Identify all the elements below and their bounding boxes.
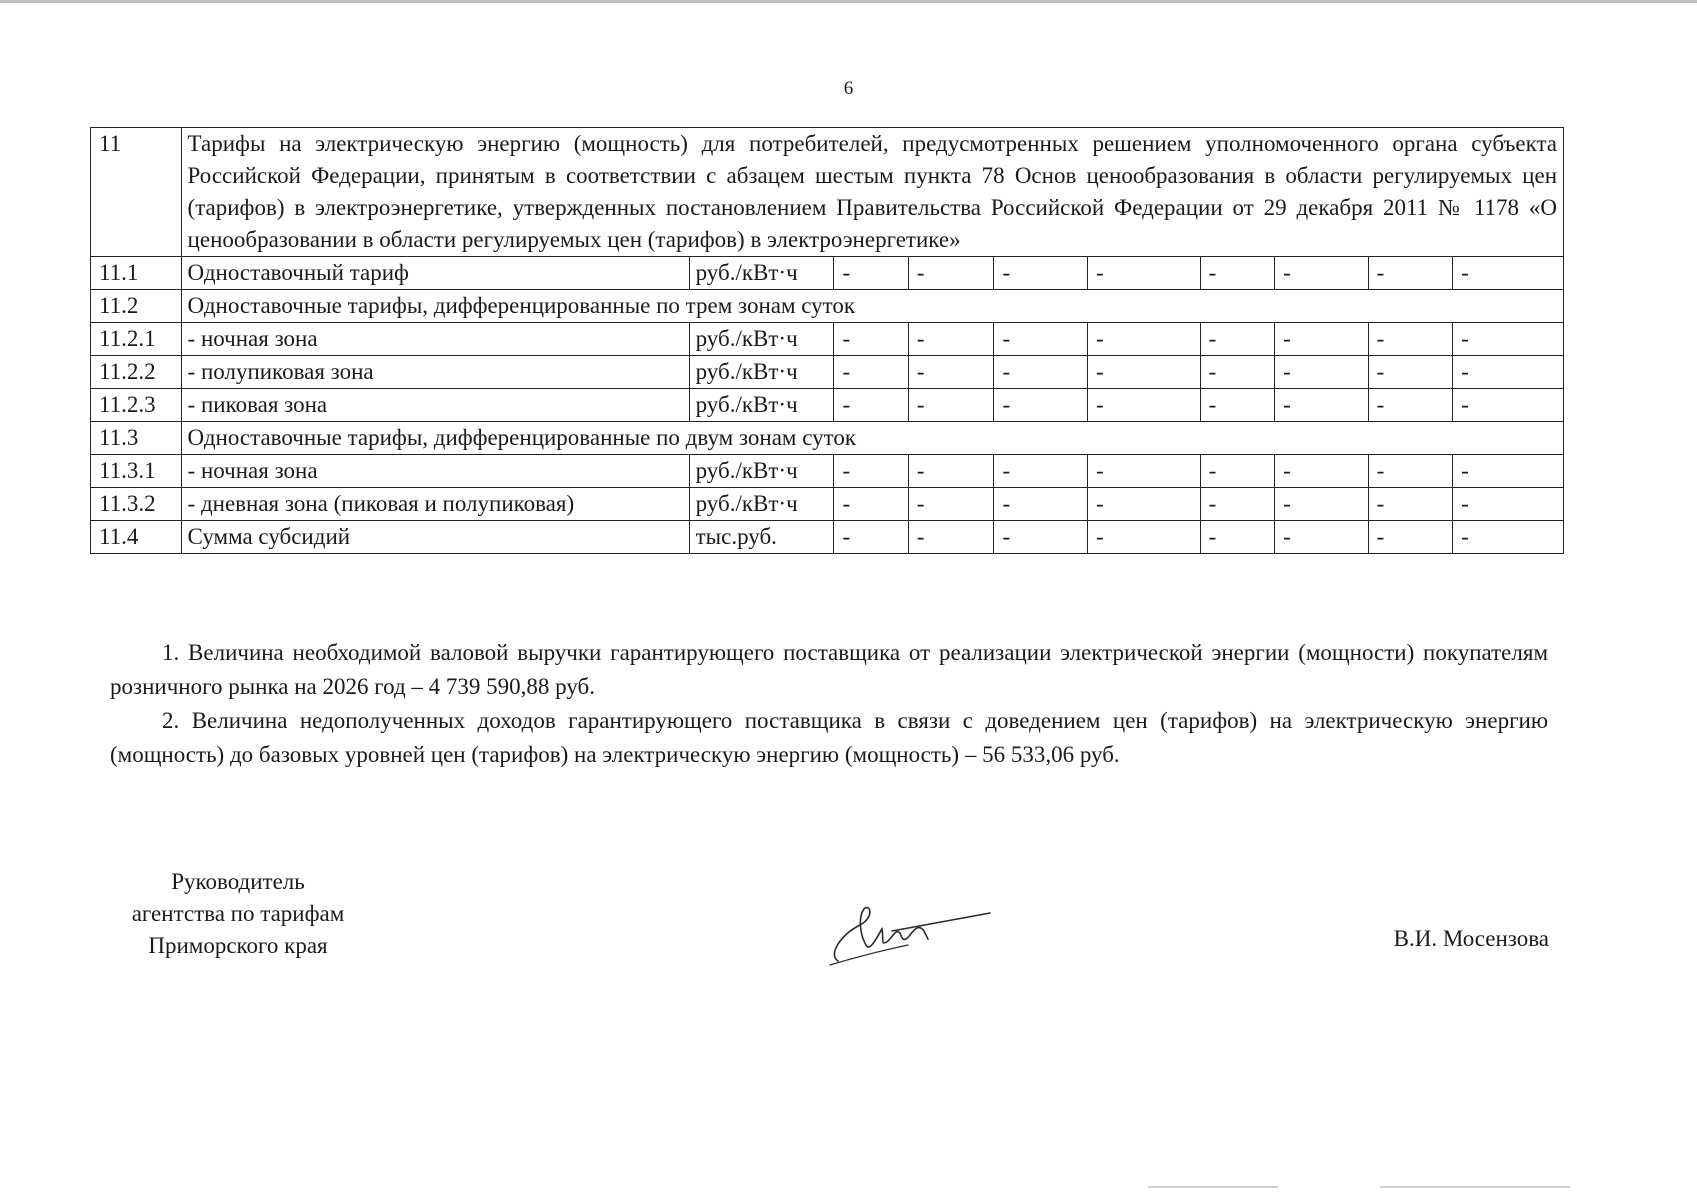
value-cell: - bbox=[994, 455, 1088, 488]
value-cell: - bbox=[994, 257, 1088, 290]
value-cell: - bbox=[1275, 521, 1369, 554]
row-number: 11.2.2 bbox=[91, 356, 182, 389]
value-cell: - bbox=[994, 356, 1088, 389]
row-label: - дневная зона (пиковая и полупиковая) bbox=[181, 488, 689, 521]
row-unit: руб./кВт·ч bbox=[689, 356, 834, 389]
row-unit: руб./кВт·ч bbox=[689, 488, 834, 521]
value-cell: - bbox=[1275, 389, 1369, 422]
row-number: 11.3.2 bbox=[91, 488, 182, 521]
value-cell: - bbox=[1453, 488, 1564, 521]
row-label: - пиковая зона bbox=[181, 389, 689, 422]
value-cell: - bbox=[994, 389, 1088, 422]
note-item: 1. Величина необходимой валовой выручки гарантирующего поставщика от реализации электрической энергии (мощности) покупателям розничного рынка на 2026 год – 4 739 590,88 руб. bbox=[110, 640, 1548, 699]
signer-position-line: Руководитель bbox=[171, 869, 305, 894]
tariff-table bbox=[90, 127, 1564, 554]
value-cell: - bbox=[1368, 521, 1453, 554]
value-cell: - bbox=[834, 356, 908, 389]
value-cell: - bbox=[1088, 389, 1201, 422]
signer-name: В.И. Мосензова bbox=[1393, 926, 1549, 951]
value-cell: - bbox=[834, 323, 908, 356]
value-cell: - bbox=[834, 389, 908, 422]
value-cell: - bbox=[834, 455, 908, 488]
value-cell: - bbox=[834, 257, 908, 290]
signer-position-line: агентства по тарифам bbox=[131, 901, 345, 926]
value-cell: - bbox=[1275, 257, 1369, 290]
value-cell: - bbox=[908, 323, 994, 356]
row-number: 11 bbox=[91, 128, 182, 257]
row-label: Сумма субсидий bbox=[181, 521, 689, 554]
row-label: Одноставочные тарифы, дифференцированные по трем зонам суток bbox=[181, 290, 1563, 323]
table-row bbox=[91, 488, 1564, 521]
table-section-row bbox=[91, 290, 1564, 323]
value-cell: - bbox=[1453, 257, 1564, 290]
row-label: Одноставочные тарифы, дифференцированные по двум зонам суток bbox=[181, 422, 1563, 455]
value-cell: - bbox=[908, 389, 994, 422]
table-row bbox=[91, 521, 1564, 554]
value-cell: - bbox=[1275, 323, 1369, 356]
scan-top-edge bbox=[0, 0, 1697, 3]
value-cell: - bbox=[1275, 488, 1369, 521]
value-cell: - bbox=[1368, 455, 1453, 488]
scan-artifact bbox=[1148, 1186, 1278, 1188]
value-cell: - bbox=[1200, 257, 1274, 290]
value-cell: - bbox=[1088, 257, 1201, 290]
value-cell: - bbox=[1088, 356, 1201, 389]
value-cell: - bbox=[908, 257, 994, 290]
value-cell: - bbox=[1200, 356, 1274, 389]
value-cell: - bbox=[1368, 488, 1453, 521]
scan-artifact bbox=[1380, 1186, 1570, 1188]
table-section-row bbox=[91, 422, 1564, 455]
section-description: Тарифы на электрическую энергию (мощность) для потребителей, предусмотренных решением уполномоченного органа субъекта Российской Федерации, принятым в соответствии с абзацем шестым пункта 78 Основ ценообразования в области регулируемых цен (тарифов) в электроэнергетике, утвержденных постановлением Правительства Российской Федерации от 29 декабря 2011 № 1178 «О ценообразовании в области регулируемых цен (тарифов) в электроэнергетике» bbox=[181, 128, 1563, 257]
value-cell: - bbox=[1200, 521, 1274, 554]
value-cell: - bbox=[1453, 389, 1564, 422]
value-cell: - bbox=[834, 488, 908, 521]
value-cell: - bbox=[994, 521, 1088, 554]
table-row bbox=[91, 356, 1564, 389]
value-cell: - bbox=[1453, 356, 1564, 389]
row-unit: тыс.руб. bbox=[689, 521, 834, 554]
table-row bbox=[91, 455, 1564, 488]
value-cell: - bbox=[1088, 488, 1201, 521]
value-cell: - bbox=[1200, 389, 1274, 422]
table-header-row bbox=[91, 128, 1564, 257]
value-cell: - bbox=[1088, 521, 1201, 554]
signer-position bbox=[108, 866, 368, 962]
value-cell: - bbox=[994, 323, 1088, 356]
value-cell: - bbox=[994, 488, 1088, 521]
table-row bbox=[91, 323, 1564, 356]
value-cell: - bbox=[908, 488, 994, 521]
value-cell: - bbox=[1275, 356, 1369, 389]
row-number: 11.4 bbox=[91, 521, 182, 554]
value-cell: - bbox=[1368, 389, 1453, 422]
handwritten-signature bbox=[820, 895, 1000, 975]
note-item: 2. Величина недополученных доходов гарантирующего поставщика в связи с доведением цен (тарифов) на электрическую энергию (мощность) до базовых уровней цен (тарифов) на электрическую энергию (мощность) – 56 533,06 руб. bbox=[110, 708, 1548, 767]
row-unit: руб./кВт·ч bbox=[689, 389, 834, 422]
table-row bbox=[91, 389, 1564, 422]
row-number: 11.2.1 bbox=[91, 323, 182, 356]
value-cell: - bbox=[834, 521, 908, 554]
row-number: 11.2 bbox=[91, 290, 182, 323]
value-cell: - bbox=[1275, 455, 1369, 488]
value-cell: - bbox=[1368, 323, 1453, 356]
value-cell: - bbox=[908, 356, 994, 389]
signer-position-line: Приморского края bbox=[148, 933, 328, 958]
value-cell: - bbox=[1200, 488, 1274, 521]
notes-block bbox=[110, 636, 1548, 772]
value-cell: - bbox=[1453, 323, 1564, 356]
value-cell: - bbox=[1368, 257, 1453, 290]
row-label: Одноставочный тариф bbox=[181, 257, 689, 290]
value-cell: - bbox=[1200, 323, 1274, 356]
value-cell: - bbox=[1088, 323, 1201, 356]
value-cell: - bbox=[1200, 455, 1274, 488]
row-unit: руб./кВт·ч bbox=[689, 257, 834, 290]
value-cell: - bbox=[908, 455, 994, 488]
row-label: - полупиковая зона bbox=[181, 356, 689, 389]
row-number: 11.3.1 bbox=[91, 455, 182, 488]
value-cell: - bbox=[1453, 521, 1564, 554]
table-row bbox=[91, 257, 1564, 290]
value-cell: - bbox=[1453, 455, 1564, 488]
row-unit: руб./кВт·ч bbox=[689, 455, 834, 488]
value-cell: - bbox=[1088, 455, 1201, 488]
value-cell: - bbox=[1368, 356, 1453, 389]
row-label: - ночная зона bbox=[181, 455, 689, 488]
row-unit: руб./кВт·ч bbox=[689, 323, 834, 356]
row-number: 11.3 bbox=[91, 422, 182, 455]
page-number: 6 bbox=[843, 78, 854, 99]
row-label: - ночная зона bbox=[181, 323, 689, 356]
row-number: 11.2.3 bbox=[91, 389, 182, 422]
row-number: 11.1 bbox=[91, 257, 182, 290]
value-cell: - bbox=[908, 521, 994, 554]
